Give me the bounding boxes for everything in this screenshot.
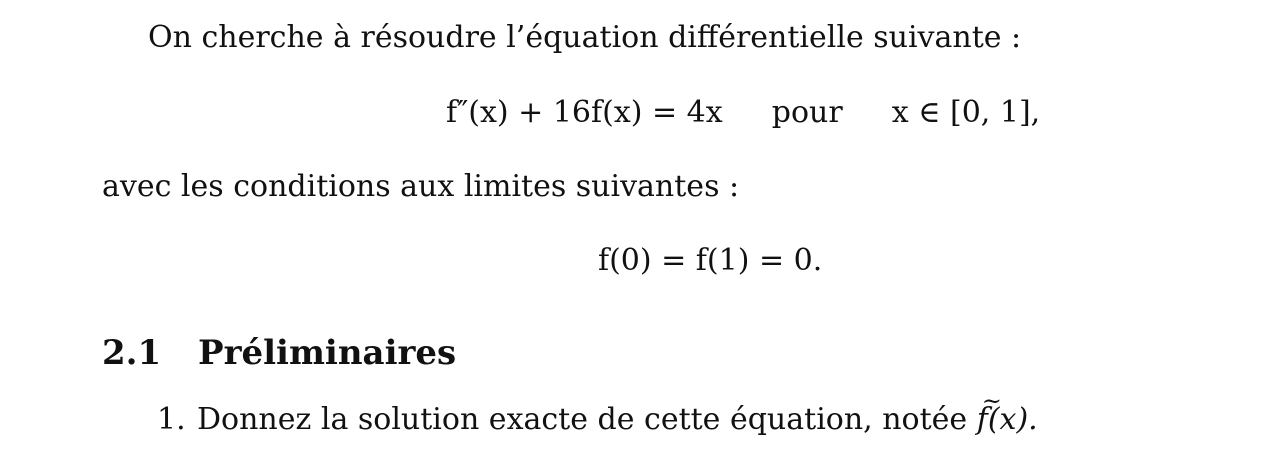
exact-solution-notation: ~ f(x). <box>977 402 1038 438</box>
boundary-conditions-equation: f(0) = f(1) = 0. <box>598 243 823 278</box>
list-item <box>157 402 1038 438</box>
differential-equation <box>446 95 1040 131</box>
section-number: 2.1 <box>102 333 162 373</box>
conditions-paragraph: avec les conditions aux limites suivantes : <box>102 169 740 204</box>
equation-lhs: f″(x) + 16f(x) = 4x <box>446 95 723 130</box>
section-heading <box>102 333 456 373</box>
intro-paragraph: On cherche à résoudre l’équation différentielle suivante : <box>148 20 1022 55</box>
list-item-number: 1. <box>157 402 186 437</box>
equation-connector: pour <box>771 95 843 130</box>
section-title: Préliminaires <box>198 333 457 373</box>
list-item-text: Donnez la solution exacte de cette équation, notée <box>197 402 968 437</box>
equation-domain: x ∈ [0, 1], <box>891 95 1041 130</box>
